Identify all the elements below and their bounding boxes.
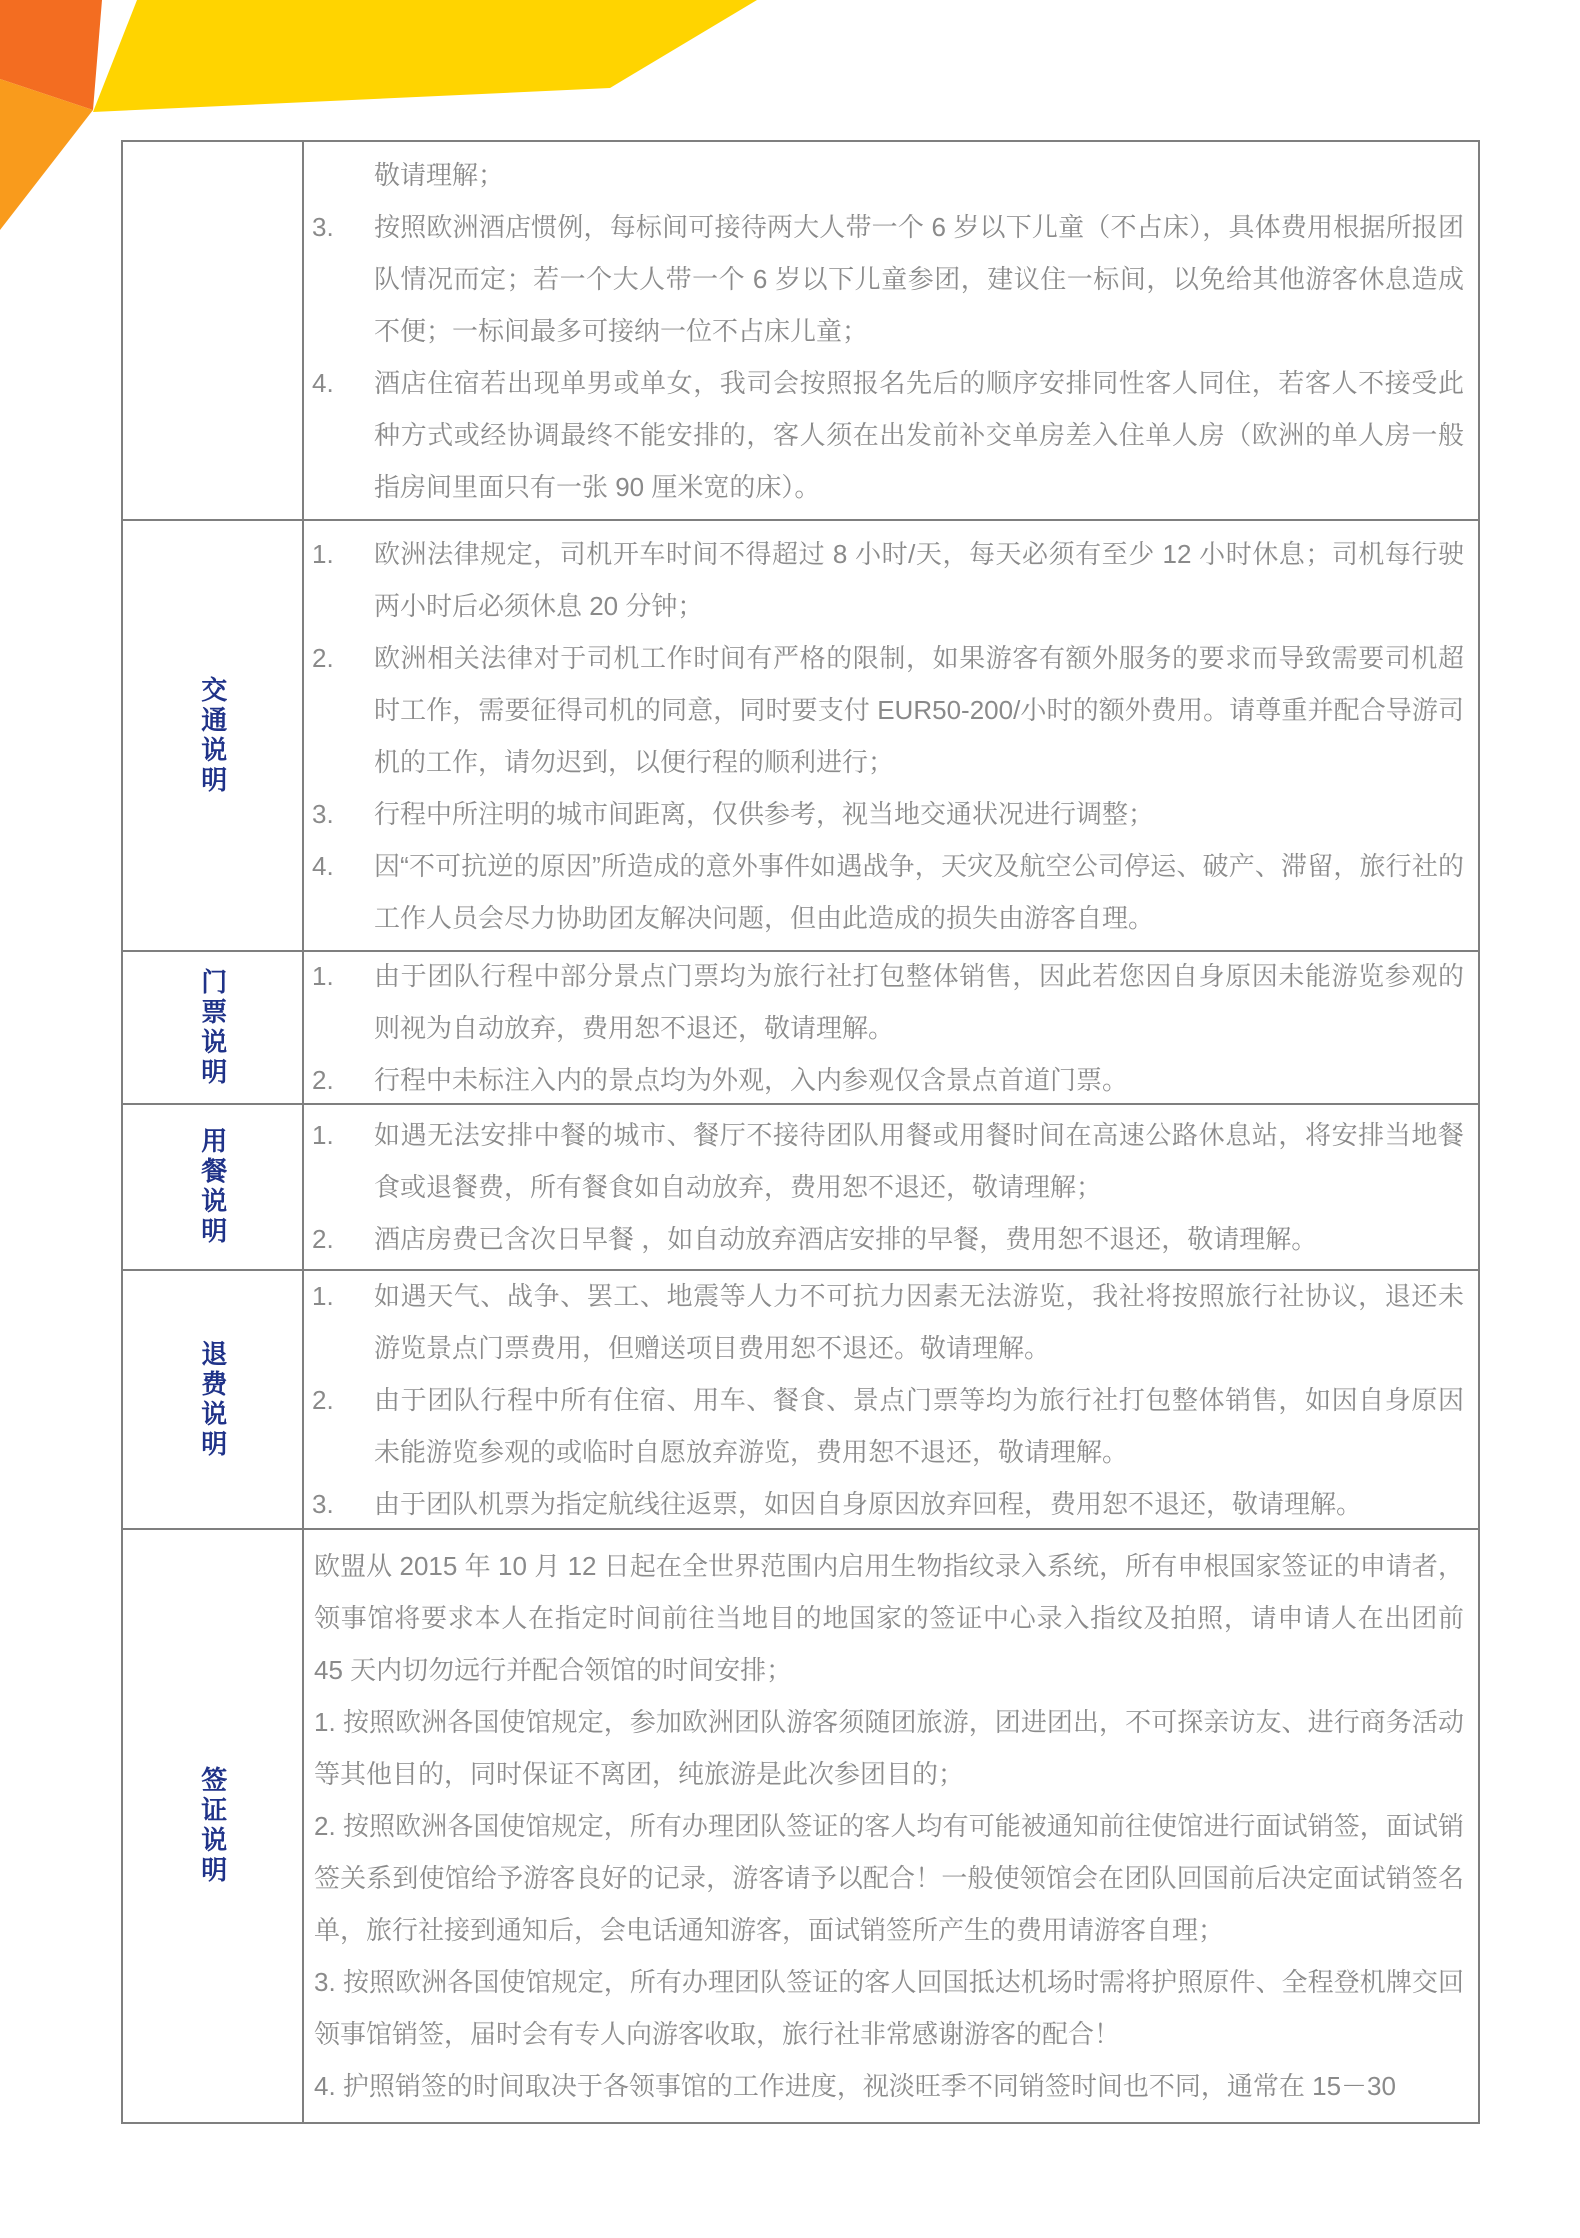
table-row: [123, 1103, 1478, 1269]
table-row: [123, 950, 1478, 1103]
list-item: [304, 201, 1464, 357]
row-content-cell: [304, 1105, 1478, 1269]
row-label-cell: [123, 1271, 304, 1528]
visa-paragraph: 欧盟从 2015 年 10 月 12 日起在全世界范围内启用生物指纹录入系统，所有申根国家签证的申请者，领事馆将要求本人在指定时间前往当地目的地国家的签证中心录入指纹及拍照，请申请人在出团前 45 天内切勿远行并配合领馆的时间安排；: [314, 1551, 1464, 1685]
yellow-wedge: [93, 0, 757, 112]
row-label-text: 签证说明: [197, 1766, 228, 1886]
row-content-cell: [304, 521, 1478, 950]
row-label-cell: [123, 1105, 304, 1269]
item-text: 由于团队行程中部分景点门票均为旅行社打包整体销售，因此若您因自身原因未能游览参观的则视为自动放弃，费用恕不退还，敬请理解。: [374, 960, 1464, 1043]
row-label-text: 用餐说明: [197, 1127, 228, 1247]
item-number: 1.: [312, 960, 334, 991]
item-number: 1.: [312, 1120, 334, 1150]
visa-paragraph: 3. 按照欧洲各国使馆规定，所有办理团队签证的客人回国抵达机场时需将护照原件、全程登机牌交回领事馆销签，届时会有专人向游客收取，旅行社非常感谢游客的配合！: [314, 1967, 1464, 2049]
row-label-cell: [123, 1530, 304, 2122]
row-label-cell: [123, 952, 304, 1103]
item-number: [304, 149, 374, 201]
item-text: 如遇天气、战争、罢工、地震等人力不可抗力因素无法游览，我社将按照旅行社协议，退还未游览景点门票费用，但赠送项目费用恕不退还。敬请理解。: [374, 1280, 1464, 1363]
table-row: [123, 1528, 1478, 2122]
item-text: 由于团队行程中所有住宿、用车、餐食、景点门票等均为旅行社打包整体销售，如因自身原因未能游览参观的或临时自愿放弃游览，费用恕不退还，敬请理解。: [374, 1384, 1464, 1467]
item-number: 3.: [312, 211, 334, 242]
item-number: 2.: [312, 1224, 334, 1254]
item-number: 2.: [312, 1384, 334, 1415]
item-text: 由于团队机票为指定航线往返票，如因自身原因放弃回程，费用恕不退还，敬请理解。: [374, 1488, 1363, 1519]
visa-paragraph: 4. 护照销签的时间取决于各领事馆的工作进度，视淡旺季不同销签时间也不同，通常在 15－30: [314, 2071, 1396, 2101]
row-label-text: 门票说明: [197, 967, 228, 1088]
list-item: [304, 840, 1464, 944]
item-text: 欧洲法律规定，司机开车时间不得超过 8 小时/天，每天必须有至少 12 小时休息；司机每行驶两小时后必须休息 20 分钟；: [374, 538, 1464, 621]
list-item: [304, 149, 1464, 201]
list-item: [304, 1213, 1464, 1265]
visa-paragraph: 2. 按照欧洲各国使馆规定，所有办理团队签证的客人均有可能被通知前往使馆进行面试销签，面试销签关系到使馆给予游客良好的记录，游客请予以配合！一般使领馆会在团队回国前后决定面试销签名单，旅行社接到通知后，会电话通知游客，面试销签所产生的费用请游客自理；: [314, 1811, 1464, 1945]
list-item: [304, 632, 1464, 788]
row-label-cell: [123, 142, 304, 519]
visa-paragraph: 1. 按照欧洲各国使馆规定，参加欧洲团队游客须随团旅游，团进团出，不可探亲访友、进行商务活动等其他目的，同时保证不离团，纯旅游是此次参团目的；: [314, 1707, 1464, 1789]
item-text: 行程中未标注入内的景点均为外观，入内参观仅含景点首道门票。: [374, 1064, 1129, 1095]
item-text: 因“不可抗逆的原因”所造成的意外事件如遇战争，天灾及航空公司停运、破产、滞留，旅行社的工作人员会尽力协助团友解决问题，但由此造成的损失由游客自理。: [374, 850, 1464, 933]
item-number: 2.: [312, 642, 334, 673]
notes-table: [121, 140, 1480, 2124]
item-text: 敬请理解；: [374, 159, 505, 190]
row-content-cell: [304, 142, 1478, 519]
list-item: [304, 1374, 1464, 1478]
item-text: 酒店住宿若出现单男或单女，我司会按照报名先后的顺序安排同性客人同住，若客人不接受此种方式或经协调最终不能安排的，客人须在出发前补交单房差入住单人房（欧洲的单人房一般指房间里面只有一张 90 厘米宽的床）。: [374, 367, 1464, 502]
list-item: [304, 1054, 1464, 1104]
list-item: [304, 528, 1464, 632]
item-text: 如遇无法安排中餐的城市、餐厅不接待团队用餐或用餐时间在高速公路休息站，将安排当地餐食或退餐费，所有餐食如自动放弃，费用恕不退还，敬请理解；: [374, 1120, 1464, 1202]
item-text: 按照欧洲酒店惯例，每标间可接待两大人带一个 6 岁以下儿童（不占床），具体费用根据所报团队情况而定；若一个大人带一个 6 岁以下儿童参团，建议住一标间，以免给其他游客休息造成不便；一标间最多可接纳一位不占床儿童；: [374, 211, 1464, 346]
row-label-cell: [123, 521, 304, 950]
item-text: 酒店房费已含次日早餐 ，如自动放弃酒店安排的早餐，费用恕不退还，敬请理解。: [374, 1224, 1318, 1254]
item-number: 3.: [312, 1488, 334, 1519]
row-label-text: 交通说明: [197, 675, 228, 796]
row-content-cell: [304, 952, 1478, 1103]
row-label-text: 退费说明: [197, 1339, 228, 1460]
item-number: 1.: [312, 1280, 334, 1311]
item-number: 4.: [312, 850, 334, 881]
list-item: [304, 788, 1464, 840]
list-item: [304, 357, 1464, 513]
row-content-cell: [304, 1530, 1478, 2122]
list-item: [304, 1109, 1464, 1213]
item-text: 欧洲相关法律对于司机工作时间有严格的限制，如果游客有额外服务的要求而导致需要司机超时工作，需要征得司机的同意，同时要支付 EUR50-200/小时的额外费用。请尊重并配合导游司机的工作，请勿迟到，以便行程的顺利进行；: [374, 642, 1464, 777]
table-row: [123, 519, 1478, 950]
item-number: 2.: [312, 1064, 334, 1095]
item-number: 4.: [312, 367, 334, 398]
item-number: 1.: [312, 538, 334, 569]
item-text: 行程中所注明的城市间距离，仅供参考，视当地交通状况进行调整；: [374, 798, 1155, 829]
list-item: [304, 1478, 1464, 1529]
table-row: [123, 142, 1478, 519]
list-item: [304, 1271, 1464, 1374]
row-content-cell: [304, 1271, 1478, 1528]
item-number: 3.: [312, 798, 334, 829]
table-row: [123, 1269, 1478, 1528]
list-item: [304, 952, 1464, 1054]
